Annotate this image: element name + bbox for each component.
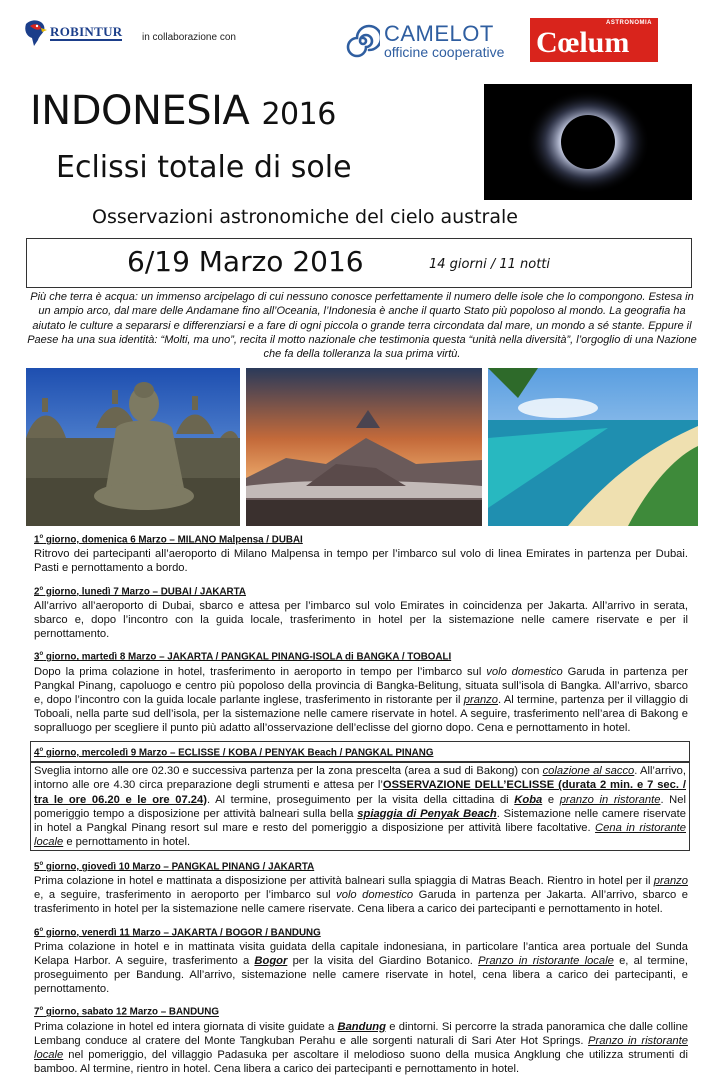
collaboration-text: in collaborazione con — [142, 32, 236, 43]
camelot-logo — [346, 22, 522, 62]
day-description — [30, 762, 690, 851]
camelot-wordmark: CAMELOT — [384, 21, 494, 46]
date-box — [26, 238, 692, 288]
description-text: pranzo — [463, 693, 498, 706]
ordinal-mark: o — [39, 747, 44, 754]
itinerary-day — [34, 530, 688, 576]
ordinal-mark: o — [39, 534, 44, 540]
description-text: e, a seguire, trasferimento in aeroporto per l’imbarco sul — [34, 889, 337, 902]
trip-dates: 6/19 Marzo 2016 — [127, 245, 364, 278]
coelum-wordmark: Cœlum — [536, 26, 630, 59]
intro-paragraph: Più che terra è acqua: un immenso arcipelago di cui nessuno conosce perfettamente il numero delle isole che lo compongono. Estesa in un ampio arco, dal mare delle Andamane fino all’Oceania, l’Indonesia è anche il quarto Stato più popoloso al mondo. La geografia ha aiutato le culture a separarsi e differenziarsi e a fare di ogni piccola o grande terra circondata dal mare, un mondo a sé stante. Eppure il Paese ha una sua identità: “Molti, ma uno”, recita il motto nazionale che testimonia questa “unità nella diversità”, l’orgoglio di una Nazione che fa della tolleranza la sua prima virtù. — [27, 291, 697, 361]
day-number: 5 — [34, 861, 40, 873]
parrot-icon — [22, 18, 48, 48]
description-text: Koba — [514, 793, 543, 806]
spiral-icon — [346, 24, 380, 58]
description-text: e pernottamento in hotel. — [63, 835, 191, 848]
description-text: colazione al sacco — [542, 765, 635, 778]
day-heading — [34, 530, 688, 547]
description-text: e, al termine, proseguimento per Bandung. All’arrivo, sistemazione nelle camere riservate in hotel, cena libera a carico dei partecipanti, e pernottamento. — [34, 955, 688, 996]
description-text: Dopo la prima colazione in hotel, trasferimento in aeroporto in tempo per l’imbarco sul — [34, 665, 487, 678]
itinerary-day — [34, 1002, 688, 1076]
robintur-wordmark: ROBINTUR — [50, 24, 123, 39]
description-text: Pranzo in ristorante locale — [34, 1034, 688, 1061]
description-text: spiaggia di Penyak Beach — [357, 807, 497, 820]
robintur-logo — [22, 18, 130, 48]
description-text: pranzo — [653, 875, 688, 888]
description-text: volo domestico — [486, 665, 563, 678]
itinerary-day — [34, 741, 688, 851]
tropical-beach-photo — [488, 368, 698, 526]
day-description — [34, 874, 688, 916]
title-year: 2016 — [261, 97, 336, 132]
day-heading — [34, 582, 688, 599]
day-description — [34, 1020, 688, 1076]
coelum-logo — [530, 18, 658, 62]
description-text: OSSERVAZIONE DELL’ECLISSE (durata 2 min. e 7 sec. / tra le ore 06.20 e le ore 07.24) — [34, 779, 686, 806]
day-description — [34, 599, 688, 641]
day-title: giorno, martedì 8 Marzo – JAKARTA / PANGKAL PINANG-ISOLA di BANGKA / TOBOALI — [43, 651, 452, 663]
subtitle: Osservazioni astronomiche del cielo australe — [92, 206, 518, 228]
day-number: 3 — [34, 651, 40, 663]
ordinal-mark: o — [39, 585, 44, 592]
description-text: All’arrivo all’aeroporto di Dubai, sbarco e attesa per l’imbarco sul volo Emirates in coincidenza per Jakarta. All’arrivo in serata, sbarco e, dopo l’incontro con la guida locale, trasferimento in hotel per la sistemazione nelle camere riservate e per il pernottamento. — [34, 599, 688, 641]
camelot-subtitle: officine cooperative — [384, 44, 505, 60]
day-number: 1 — [34, 534, 40, 546]
description-text: . Al termine, proseguimento per la visita della cittadina di — [206, 793, 515, 806]
description-text: Prima colazione in hotel e mattinata a disposizione per attività balneari sulla spiaggia di Matras Beach. Rientro in hotel per il — [34, 875, 654, 888]
description-text: volo domestico — [336, 889, 414, 902]
description-text: Sveglia intorno alle ore 02.30 e successiva partenza per la zona prescelta (area a sud di Bakong) con — [34, 765, 543, 778]
description-text: . Nel pomeriggio tempo a disposizione per attività balneari sulla bella — [34, 793, 686, 820]
itinerary-day — [34, 647, 688, 735]
day-heading — [34, 857, 688, 874]
trip-duration: 14 giorni / 11 notti — [429, 257, 551, 272]
description-text: Pranzo in ristorante locale — [478, 955, 614, 968]
description-text: pranzo in ristorante — [559, 793, 661, 806]
day-number: 4 — [34, 747, 40, 759]
day-heading — [34, 923, 688, 940]
description-text: Cena in ristorante locale — [34, 821, 686, 848]
itinerary-day — [34, 923, 688, 997]
day-number: 7 — [34, 1006, 40, 1018]
eclipse-photo — [484, 84, 692, 200]
day-number: 2 — [34, 585, 40, 597]
description-text: Garuda in partenza per Pangkal Pinang, capoluogo e centro più popoloso della provincia di Bangka-Belitung, situata sull’isola di Bangka. All’arrivo, sbarco e, dopo l’incontro con la guida locale parlante inglese, trasferimento in ristorante per il — [34, 665, 689, 706]
description-text: . Al termine, partenza per il villaggio di Toboali, nella parte sud dell’isola, per la sistemazione nelle camere riservate in hotel. A seguire, trasferimento nell’area di Bakong e sopralluogo per scegliere il punto più adatto all’osservazione dell’eclisse del giorno dopo. Cena e pernottamento in hotel. — [34, 693, 688, 734]
description-text: e dintorni. Si percorre la strada panoramica che dalle colline Lembang conduce al cratere del Monte Tangkuban Perahu e alle sorgenti naturali di Sari Ater Hot Springs. — [34, 1020, 689, 1047]
description-text: Bogor — [254, 955, 288, 968]
day-title: giorno, sabato 12 Marzo – BANDUNG — [43, 1006, 219, 1018]
description-text: Prima colazione in hotel e in mattinata visita guidata della capitale indonesiana, in particolare l’antica area portuale del Sunda Kelapa Harbor. A seguire, trasferimento a — [34, 940, 688, 968]
description-text: e — [542, 793, 560, 806]
itinerary-day — [34, 582, 688, 642]
ordinal-mark: o — [39, 860, 44, 867]
description-text: Bandung — [337, 1020, 386, 1033]
day-heading — [34, 647, 688, 664]
day-title: giorno, lunedì 7 Marzo – DUBAI / JAKARTA — [43, 585, 246, 597]
title-country: INDONESIA — [30, 88, 250, 134]
description-text: Prima colazione in hotel ed intera giornata di visite guidate a — [34, 1020, 338, 1033]
bromo-volcano-photo — [246, 368, 482, 526]
description-text: . Sistemazione nelle camere riservate in hotel a Pangkal Pinang resort sul mare e resto del pomeriggio a disposizione per attività libere facoltative. — [34, 807, 686, 834]
borobudur-buddha-photo — [26, 368, 240, 526]
description-text: . All’arrivo, intorno alle ore 4.30 circa preparazione degli strumenti e attesa per l’ — [34, 765, 686, 792]
day-description — [34, 665, 688, 735]
description-text: Ritrovo dei partecipanti all’aeroporto di Milano Malpensa in tempo per l’imbarco sul volo di linea Emirates in partenza per Dubai. Pasti e pernottamento a bordo. — [34, 548, 688, 575]
ordinal-mark: o — [39, 1006, 44, 1013]
day-title: giorno, mercoledì 9 Marzo – ECLISSE / KOBA / PENYAK Beach / PANGKAL PINANG — [43, 747, 434, 759]
itinerary-day — [34, 857, 688, 917]
event-title: Eclissi totale di sole — [56, 150, 352, 185]
coelum-tagline: ASTRONOMIA — [606, 20, 652, 26]
ordinal-mark: o — [39, 926, 44, 933]
day-heading — [34, 1002, 688, 1019]
ordinal-mark: o — [39, 651, 44, 658]
day-title: giorno, domenica 6 Marzo – MILANO Malpensa / DUBAI — [43, 534, 303, 546]
day-title: giorno, venerdì 11 Marzo – JAKARTA / BOGOR / BANDUNG — [43, 926, 321, 938]
description-text: Garuda in partenza per Jakarta. All’arrivo, sbarco e trasferimento in hotel per la sistemazione nelle camere riservate. Cena libera a carico dei partecipanti e pernottamento in hotel. — [34, 889, 688, 916]
day-number: 6 — [34, 926, 40, 938]
day-title: giorno, giovedì 10 Marzo – PANGKAL PINANG / JAKARTA — [43, 861, 315, 873]
day-description — [34, 547, 688, 575]
page-title — [30, 88, 336, 138]
description-text: per la visita del Giardino Botanico. — [287, 955, 479, 968]
day-heading — [30, 741, 690, 762]
itinerary — [34, 530, 688, 1082]
day-description — [34, 940, 688, 996]
description-text: nel pomeriggio, del villaggio Padasuka per ascoltare il melodioso suono della musica Angklung che utilizza strumenti di bamboo. Al termine, rientro in hotel. Cena libera a carico dei partecipanti e pernottamento in hotel. — [34, 1048, 688, 1075]
